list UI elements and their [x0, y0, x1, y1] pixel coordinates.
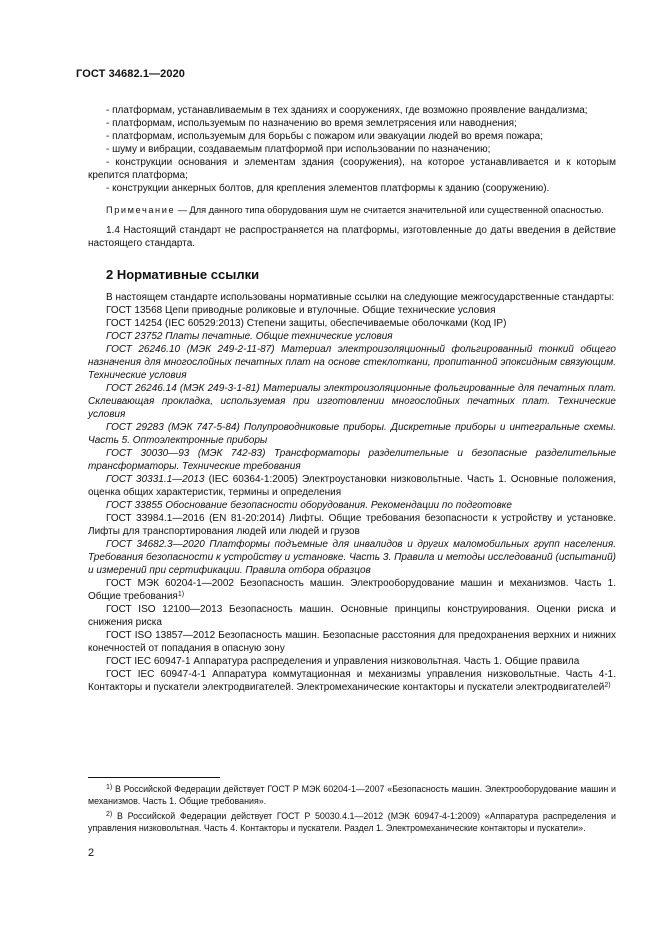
reference-code: ГОСТ 33855 [106, 500, 163, 511]
reference-code: ГОСТ 26246.14 (МЭК 249-3-1-81) [106, 383, 260, 394]
reference-item [88, 421, 616, 447]
reference-code: ГОСТ ISO 13857—2012 [106, 630, 216, 641]
reference-code: ГОСТ 30030—93 (МЭК 742-83) [106, 448, 266, 459]
document-code-header: ГОСТ 34682.1—2020 [76, 68, 186, 80]
reference-title: Платформы подъемные для инвалидов и других маломобильных групп населения. Требования безопасности к устройству и установке. Часть 3. Правила и методы исследований (испытаний) и измерений при сертификации. Правила отбора образцов [88, 539, 616, 576]
list-item: - платформам, используемым по назначению во время землетрясения или наводнения; [106, 118, 517, 129]
reference-title: Степени защиты, обеспечиваемые оболочками (Код IP) [243, 318, 507, 329]
reference-item [88, 317, 616, 330]
reference-item [88, 603, 616, 629]
reference-item [88, 473, 616, 499]
note-label: Примечание [106, 205, 176, 215]
reference-title: (IEC 60364-1:2005) Электроустановки низковольтные. Часть 1. Основные положения, оценка общих характеристик, термины и определения [88, 474, 616, 498]
footnote [88, 784, 616, 807]
footnotes [88, 784, 616, 838]
list-item: - платформам, устанавливаемым в тех зданиях и сооружениях, где возможно проявление вандализма; [106, 105, 588, 116]
reference-code: ГОСТ IEC 60947-1 [106, 656, 191, 667]
list-item: - конструкции анкерных болтов, для крепления элементов платформы к зданию (сооружению). [106, 183, 550, 194]
reference-title: Аппаратура коммутационная и механизмы управления низковольтные. Часть 4-1. Контакторы и пускатели электродвигателей. Электромеханические контакторы и пускатели электродвигателей [88, 669, 616, 693]
page-number: 2 [88, 847, 95, 859]
reference-item [88, 343, 616, 382]
reference-title: Материалы электроизоляционные фольгированные для печатных плат. Склеивающая прокладка, используемая при изготовлении многослойных печатных плат. Технические условия [88, 383, 616, 420]
list-item: - конструкции основания и элементам здания (сооружения), на которое устанавливается и к которым крепится платформа; [88, 157, 616, 181]
paragraph-1-4: 1.4 Настоящий стандарт не распространяется на платформы, изготовленные до даты введения в действие настоящего стандарта. [88, 225, 616, 249]
reference-item [88, 577, 616, 603]
reference-item [88, 304, 616, 317]
reference-title: Обоснование безопасности оборудования. Рекомендации по подготовке [162, 500, 512, 511]
footnote-text: В Российской Федерации действует ГОСТ Р 50030.4.1—2012 (МЭК 60947-4-1:2009) «Аппаратура распределения и управления низковольтная. Часть 4. Контакторы и пускатели. Раздел 1. Электромеханические контакторы и пускатели». [88, 811, 616, 833]
reference-item [88, 668, 616, 694]
reference-code: ГОСТ 29283 (МЭК 747-5-84) [106, 422, 240, 433]
reference-title: Аппаратура распределения и управления низковольтная. Часть 1. Общие правила [190, 656, 580, 667]
note-text: — Для данного типа оборудования шум не считается значительной или существенной опасностью. [175, 205, 604, 215]
exclusions-list [88, 104, 616, 195]
reference-code: ГОСТ 23752 [106, 331, 163, 342]
section-heading: 2 Нормативные ссылки [106, 267, 260, 282]
reference-title: Цепи приводные роликовые и втулочные. Общие технические условия [162, 305, 496, 316]
references-list [88, 304, 616, 694]
footnote-separator [88, 777, 220, 778]
list-item: - шуму и вибрации, создаваемым платформой при использовании по назначению; [106, 144, 491, 155]
reference-code: ГОСТ ISO 12100—2013 [106, 604, 223, 615]
reference-item [88, 447, 616, 473]
reference-title: Безопасность машин. Основные принципы конструирования. Оценки риска и снижения риска [88, 604, 617, 628]
reference-item [88, 499, 616, 512]
section-intro: В настоящем стандарте использованы нормативные ссылки на следующие межгосударственные стандарты: [106, 292, 615, 303]
footnote [88, 811, 616, 834]
footnote-mark: 1) [106, 784, 113, 791]
reference-title: Безопасность машин. Электрооборудование машин и механизмов. Часть 1. Общие требования [88, 578, 616, 602]
reference-code: ГОСТ 33984.1—2016 (EN 81-20:2014) [106, 513, 285, 524]
reference-title: Безопасность машин. Безопасные расстояния для предохранения верхних и нижних конечностей от попадания в опасную зону [88, 630, 616, 654]
reference-code: ГОСТ 26246.10 (МЭК 249-2-11-87) [106, 344, 275, 355]
footnote-reference: 2) [604, 682, 611, 689]
reference-code: ГОСТ IEC 60947-4-1 [106, 669, 207, 680]
reference-item [88, 330, 616, 343]
reference-code: ГОСТ МЭК 60204-1—2002 [106, 578, 234, 589]
footnote-reference: 1) [177, 591, 185, 598]
reference-code: ГОСТ 30331.1—2013 [106, 474, 205, 485]
reference-code: ГОСТ 34682.3—2020 [106, 539, 205, 550]
reference-title: Лифты. Общие требования безопасности к устройству и установке. Лифты для транспортирования людей или людей и грузов [88, 513, 616, 537]
list-item: - платформам, используемым для борьбы с пожаром или эвакуации людей во время пожара; [106, 131, 544, 142]
reference-item [88, 538, 616, 577]
reference-item [88, 629, 616, 655]
reference-code: ГОСТ 13568 [106, 305, 163, 316]
note-paragraph [88, 204, 616, 216]
reference-code: ГОСТ 14254 (IEC 60529:2013) [106, 318, 244, 329]
reference-title: Полупроводниковые приборы. Дискретные приборы и интегральные схемы. Часть 5. Оптоэлектронные приборы [88, 422, 616, 446]
reference-item [88, 655, 616, 668]
footnote-text: В Российской Федерации действует ГОСТ Р МЭК 60204-1—2007 «Безопасность машин. Электрооборудование машин и механизмов. Часть 1. Общие требования». [88, 784, 616, 806]
document-body [88, 104, 616, 694]
reference-item [88, 512, 616, 538]
reference-title: Платы печатные. Общие технические условия [162, 331, 393, 342]
reference-item [88, 382, 616, 421]
reference-title: Трансформаторы разделительные и безопасные разделительные трансформаторы. Технические требования [88, 448, 617, 472]
reference-title: Материал электроизоляционный фольгированный тонкий общего назначения для многослойных печатных плат на основе стеклоткани, пропитанной эпоксидным связующим. Технические условия [88, 344, 616, 381]
footnote-mark: 2) [106, 811, 113, 818]
